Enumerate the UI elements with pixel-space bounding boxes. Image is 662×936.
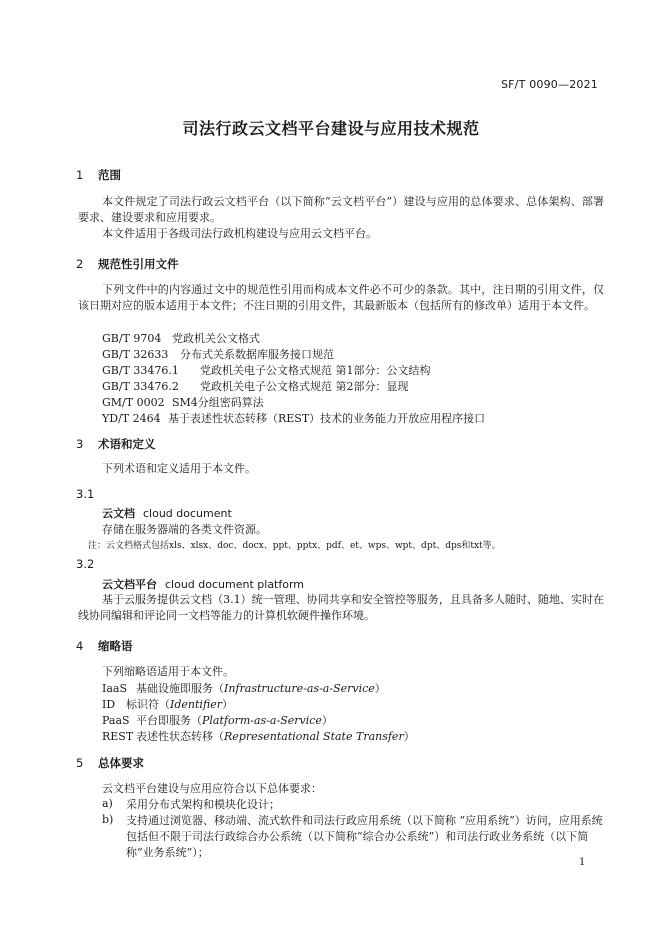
section-number: 1	[76, 168, 84, 182]
normative-reference	[102, 346, 334, 362]
normative-reference	[102, 362, 431, 378]
normative-reference	[102, 394, 264, 410]
page-number: 1	[579, 857, 586, 868]
reference-name: 党政机关公文格式	[172, 332, 260, 345]
abbreviation-code: ID	[102, 698, 116, 711]
list-label: a)	[102, 797, 113, 810]
abbreviation-en: Platform-as-a-Service	[202, 714, 322, 727]
term-3-1-definition: 存储在服务器端的各类文件资源。	[102, 523, 267, 536]
list-label: b)	[102, 813, 114, 826]
document-code: SF/T 0090—2021	[500, 78, 598, 91]
list-text: 采用分布式架构和模块化设计；	[126, 798, 280, 811]
term-english: cloud document	[143, 507, 232, 520]
section-title: 术语和定义	[98, 437, 156, 451]
term-3-1-number: 3.1	[76, 487, 95, 501]
abbreviation-code: IaaS	[102, 682, 127, 695]
reference-code: GB/T 32633	[102, 348, 169, 361]
section-5-heading	[76, 755, 144, 771]
normative-reference	[102, 410, 485, 426]
abbreviation-row: REST 表述性状态转移（Representational State Transfer）	[102, 730, 415, 743]
abbreviation-cn: 标识符	[126, 698, 159, 711]
reference-name: 党政机关电子公文格式规范 第1部分：公文结构	[200, 364, 431, 377]
abbreviation-row: IaaS 基础设施即服务（Infrastructure-as-a-Service）	[102, 682, 386, 695]
reference-name: 基于表述性状态转移（REST）技术的业务能力开放应用程序接口	[168, 412, 486, 425]
abbreviation-cn: 基础设施即服务	[136, 682, 213, 695]
section-3-paragraph-1: 下列术语和定义适用于本文件。	[102, 462, 256, 475]
abbreviation-cn: 表述性状态转移	[136, 730, 213, 743]
list-text: 支持通过浏览器、移动端、流式软件和司法行政应用系统（以下简称 “应用系统”）访问，应用系统包括但不限于司法行政综合办公系统（以下简称“综合办公系统”）和司法行政业务系统（以下简称“业务系统”）；	[126, 814, 603, 859]
abbreviation-en: Infrastructure-as-a-Service	[224, 682, 375, 695]
reference-code: GB/T 9704	[102, 332, 162, 345]
term-name: 云文档平台	[102, 578, 157, 591]
abbreviation-code: REST	[102, 730, 134, 743]
term-3-2-number: 3.2	[76, 557, 95, 571]
abbreviation-cn: 平台即服务	[136, 714, 191, 727]
term-3-1-note: 注：云文档格式包括xls、xlsx、doc、docx、ppt、pptx、pdf、et、wps、wpt、dpt、dps和txt等。	[88, 541, 501, 551]
section-1-paragraph-1: 本文件规定了司法行政云文档平台（以下简称“云文档平台”）建设与应用的总体要求、总体架构、部署要求、建设要求和应用要求。	[78, 195, 604, 224]
reference-code: GB/T 33476.1	[102, 364, 179, 377]
normative-reference	[102, 330, 260, 346]
section-number: 3	[76, 437, 84, 451]
section-1-heading	[76, 167, 121, 183]
section-title: 总体要求	[98, 756, 144, 770]
section-5-paragraph-1: 云文档平台建设与应用应符合以下总体要求：	[102, 782, 322, 795]
term-3-2-definition: 基于云服务提供云文档（3.1）统一管理、协同共享和安全管控等服务，且具备多人随时、随地、实时在线协同编辑和评论同一文档等能力的计算机软硬件操作环境。	[78, 593, 604, 622]
section-1-paragraph-2: 本文件适用于各级司法行政机构建设与应用云文档平台。	[102, 227, 377, 240]
abbreviation-en: Representational State Transfer	[224, 730, 404, 743]
term-3-1	[102, 505, 232, 521]
section-2-heading	[76, 256, 179, 272]
abbreviation-code: PaaS	[102, 714, 130, 727]
reference-code: GB/T 33476.2	[102, 380, 179, 393]
section-4-paragraph-1: 下列缩略语适用于本文件。	[102, 665, 234, 678]
section-4-heading	[76, 638, 133, 654]
section-number: 4	[76, 639, 84, 653]
reference-name: 分布式关系数据库服务接口规范	[180, 348, 334, 361]
section-3-heading	[76, 436, 156, 452]
section-title: 规范性引用文件	[98, 257, 179, 271]
term-3-2	[102, 576, 304, 592]
normative-reference	[102, 378, 409, 394]
section-title: 缩略语	[98, 639, 133, 653]
abbreviation-row: ID 标识符（Identifier）	[102, 698, 234, 711]
document-title: 司法行政云文档平台建设与应用技术规范	[182, 119, 480, 138]
section-number: 2	[76, 257, 84, 271]
term-name: 云文档	[102, 507, 135, 520]
abbreviation-row: PaaS 平台即服务（Platform-as-a-Service）	[102, 714, 333, 727]
section-title: 范围	[98, 168, 121, 182]
reference-name: 党政机关电子公文格式规范 第2部分：显现	[200, 380, 409, 393]
reference-code: GM/T 0002	[102, 396, 165, 409]
section-2-paragraph-1: 下列文件中的内容通过文中的规范性引用而构成本文件必不可少的条款。其中，注日期的引用文件，仅该日期对应的版本适用于本文件；不注日期的引用文件，其最新版本（包括所有的修改单）适用于本文件。	[78, 283, 604, 312]
section-number: 5	[76, 756, 84, 770]
abbreviation-en: Identifier	[170, 698, 223, 711]
reference-code: YD/T 2464	[102, 412, 161, 425]
term-english: cloud document platform	[165, 578, 305, 591]
reference-name: SM4分组密码算法	[172, 396, 264, 409]
